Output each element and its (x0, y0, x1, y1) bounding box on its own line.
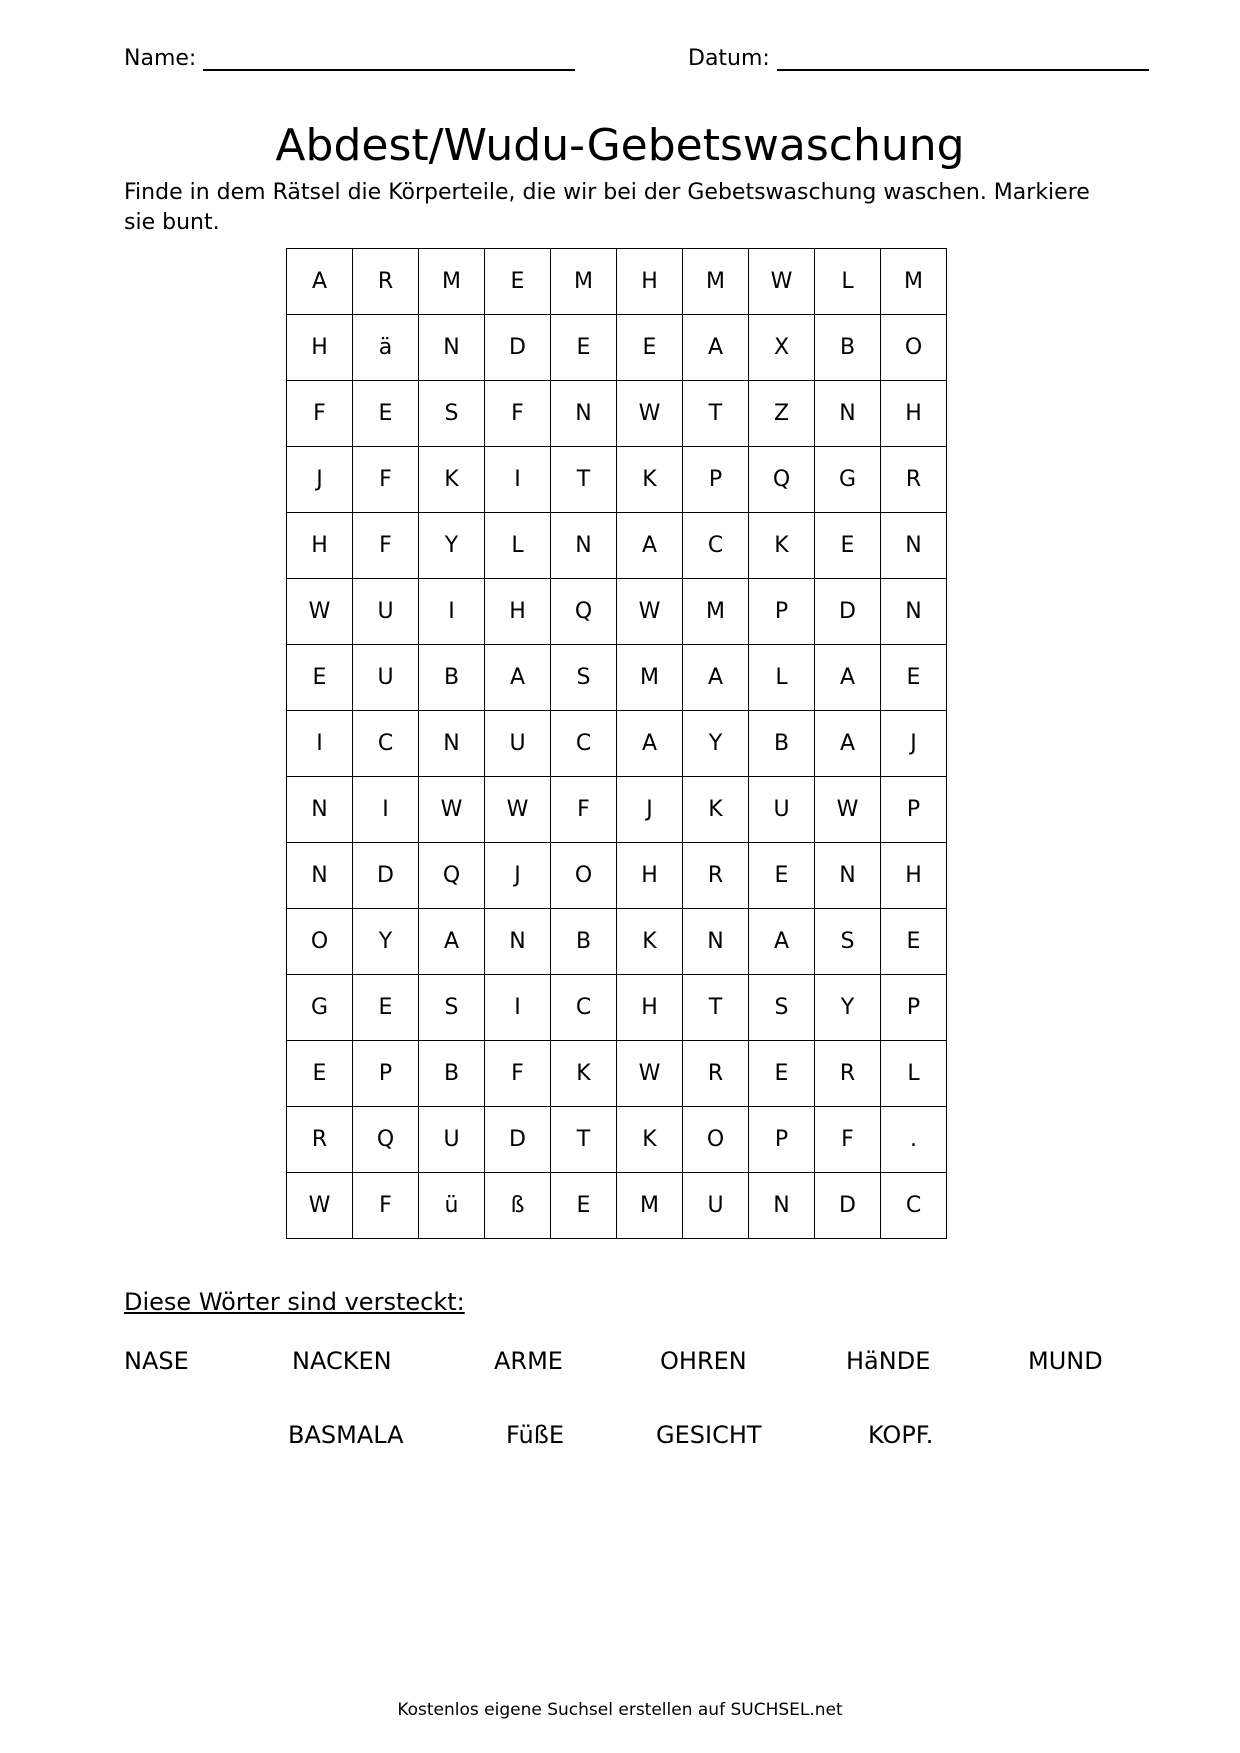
grid-cell[interactable]: Y (683, 711, 749, 777)
grid-cell[interactable]: N (551, 513, 617, 579)
grid-cell[interactable]: D (815, 1173, 881, 1239)
grid-cell[interactable]: E (353, 381, 419, 447)
grid-cell[interactable]: W (287, 579, 353, 645)
grid-cell[interactable]: J (287, 447, 353, 513)
word-item: BASMALA (288, 1421, 404, 1449)
grid-cell[interactable]: R (815, 1041, 881, 1107)
grid-cell[interactable]: S (551, 645, 617, 711)
grid-cell[interactable]: W (287, 1173, 353, 1239)
grid-row (287, 381, 947, 447)
grid-cell[interactable]: A (287, 249, 353, 315)
grid-cell[interactable]: H (881, 381, 947, 447)
grid-cell[interactable]: F (551, 777, 617, 843)
grid-cell[interactable]: I (485, 447, 551, 513)
grid-cell[interactable]: Q (419, 843, 485, 909)
grid-cell[interactable]: W (419, 777, 485, 843)
grid-cell[interactable]: I (353, 777, 419, 843)
word-item: NASE (124, 1347, 189, 1375)
grid-cell[interactable]: C (683, 513, 749, 579)
word-search-grid (286, 248, 947, 1239)
grid-cell[interactable]: P (353, 1041, 419, 1107)
grid-cell[interactable]: T (683, 975, 749, 1041)
grid-row (287, 843, 947, 909)
grid-cell[interactable]: E (287, 1041, 353, 1107)
grid-cell[interactable]: S (419, 975, 485, 1041)
grid-cell[interactable]: F (353, 1173, 419, 1239)
word-item: KOPF. (868, 1421, 934, 1449)
grid-cell[interactable]: A (749, 909, 815, 975)
grid-cell[interactable]: B (419, 1041, 485, 1107)
grid-cell[interactable]: E (551, 1173, 617, 1239)
grid-cell[interactable]: D (485, 1107, 551, 1173)
grid-cell[interactable]: K (683, 777, 749, 843)
footer-credit: Kostenlos eigene Suchsel erstellen auf SUCHSEL.net (397, 1700, 843, 1720)
grid-cell[interactable]: W (617, 381, 683, 447)
grid-cell[interactable]: N (287, 777, 353, 843)
grid-cell[interactable]: L (815, 249, 881, 315)
date-line[interactable] (777, 47, 1149, 71)
grid-cell[interactable]: U (749, 777, 815, 843)
grid-cell[interactable]: X (749, 315, 815, 381)
grid-cell[interactable]: M (551, 249, 617, 315)
word-item: GESICHT (656, 1421, 762, 1449)
grid-cell[interactable]: O (881, 315, 947, 381)
grid-cell[interactable]: O (287, 909, 353, 975)
grid-cell[interactable]: M (881, 249, 947, 315)
grid-row (287, 579, 947, 645)
word-item: NACKEN (292, 1347, 392, 1375)
grid-cell[interactable]: U (353, 645, 419, 711)
grid-cell[interactable]: ü (419, 1173, 485, 1239)
grid-cell[interactable]: M (683, 249, 749, 315)
grid-cell[interactable]: ä (353, 315, 419, 381)
grid-cell[interactable]: H (287, 315, 353, 381)
grid-cell[interactable]: K (551, 1041, 617, 1107)
grid-row (287, 975, 947, 1041)
grid-cell[interactable]: D (815, 579, 881, 645)
grid-row (287, 447, 947, 513)
grid-cell[interactable]: R (287, 1107, 353, 1173)
grid-cell[interactable]: E (881, 645, 947, 711)
grid-row (287, 645, 947, 711)
grid-cell[interactable]: M (683, 579, 749, 645)
grid-cell[interactable]: R (683, 1041, 749, 1107)
grid-cell[interactable]: G (287, 975, 353, 1041)
grid-cell[interactable]: N (419, 711, 485, 777)
grid-cell[interactable]: F (353, 513, 419, 579)
grid-cell[interactable]: ß (485, 1173, 551, 1239)
grid-cell[interactable]: N (485, 909, 551, 975)
grid-cell[interactable]: I (287, 711, 353, 777)
grid-cell[interactable]: U (683, 1173, 749, 1239)
grid-cell[interactable]: M (617, 645, 683, 711)
grid-row (287, 1173, 947, 1239)
grid-cell[interactable]: Y (353, 909, 419, 975)
grid-cell[interactable]: A (419, 909, 485, 975)
grid-cell[interactable]: W (485, 777, 551, 843)
grid-cell[interactable]: E (749, 1041, 815, 1107)
grid-cell[interactable]: B (419, 645, 485, 711)
grid-cell[interactable]: E (287, 645, 353, 711)
grid-row (287, 909, 947, 975)
grid-cell[interactable]: A (683, 315, 749, 381)
word-item: MUND (1028, 1347, 1103, 1375)
grid-row (287, 711, 947, 777)
grid-cell[interactable]: E (551, 315, 617, 381)
grid-cell[interactable]: J (881, 711, 947, 777)
grid-cell[interactable]: E (749, 843, 815, 909)
grid-cell[interactable]: L (485, 513, 551, 579)
grid-cell[interactable]: K (617, 447, 683, 513)
grid-cell[interactable]: G (815, 447, 881, 513)
grid-cell[interactable]: R (683, 843, 749, 909)
grid-cell[interactable]: N (815, 381, 881, 447)
grid-cell[interactable]: C (353, 711, 419, 777)
grid-cell[interactable]: E (353, 975, 419, 1041)
word-item: ARME (494, 1347, 563, 1375)
grid-cell[interactable]: W (617, 579, 683, 645)
grid-cell[interactable]: Q (551, 579, 617, 645)
grid-cell[interactable]: M (617, 1173, 683, 1239)
grid-cell[interactable]: Q (749, 447, 815, 513)
grid-cell[interactable]: M (419, 249, 485, 315)
grid-cell[interactable]: E (485, 249, 551, 315)
grid-cell[interactable]: O (683, 1107, 749, 1173)
grid-cell[interactable]: N (815, 843, 881, 909)
grid-cell[interactable]: S (749, 975, 815, 1041)
grid-cell[interactable]: P (749, 579, 815, 645)
grid-cell[interactable]: K (617, 909, 683, 975)
word-item: OHREN (660, 1347, 747, 1375)
grid-cell[interactable]: F (287, 381, 353, 447)
grid-cell[interactable]: P (881, 975, 947, 1041)
grid-cell[interactable]: A (815, 711, 881, 777)
grid-cell[interactable]: J (617, 777, 683, 843)
grid-cell[interactable]: I (419, 579, 485, 645)
grid-row (287, 1041, 947, 1107)
grid-cell[interactable]: C (881, 1173, 947, 1239)
grid-cell[interactable]: H (617, 843, 683, 909)
grid-cell[interactable]: D (353, 843, 419, 909)
grid-cell[interactable]: T (683, 381, 749, 447)
grid-cell[interactable]: T (551, 447, 617, 513)
grid-cell[interactable]: T (551, 1107, 617, 1173)
grid-cell[interactable]: A (683, 645, 749, 711)
grid-cell[interactable]: C (551, 711, 617, 777)
grid-cell[interactable]: L (881, 1041, 947, 1107)
grid-cell[interactable]: Y (419, 513, 485, 579)
grid-cell[interactable]: U (419, 1107, 485, 1173)
grid-cell[interactable]: B (749, 711, 815, 777)
grid-cell[interactable]: W (815, 777, 881, 843)
grid-cell[interactable]: N (683, 909, 749, 975)
grid-cell[interactable]: D (485, 315, 551, 381)
grid-cell[interactable]: W (617, 1041, 683, 1107)
grid-cell[interactable]: P (683, 447, 749, 513)
grid-cell[interactable]: H (617, 975, 683, 1041)
grid-cell[interactable]: S (815, 909, 881, 975)
grid-cell[interactable]: E (881, 909, 947, 975)
grid-cell[interactable]: Z (749, 381, 815, 447)
grid-cell[interactable]: P (881, 777, 947, 843)
grid-cell[interactable]: F (815, 1107, 881, 1173)
grid-cell[interactable]: N (749, 1173, 815, 1239)
grid-cell[interactable]: U (353, 579, 419, 645)
grid-cell[interactable]: E (617, 315, 683, 381)
grid-cell[interactable]: R (881, 447, 947, 513)
instructions: Finde in dem Rätsel die Körperteile, die wir bei der Gebetswaschung waschen. Markiere sie bunt. (124, 180, 1090, 235)
grid-cell[interactable]: S (419, 381, 485, 447)
grid-cell[interactable]: N (419, 315, 485, 381)
grid-cell[interactable]: I (485, 975, 551, 1041)
grid-cell[interactable]: K (419, 447, 485, 513)
grid-cell[interactable]: H (485, 579, 551, 645)
grid-cell[interactable]: H (881, 843, 947, 909)
grid-cell[interactable]: A (617, 711, 683, 777)
grid-cell[interactable]: N (287, 843, 353, 909)
name-label: Name: (124, 46, 197, 71)
grid-cell[interactable]: K (617, 1107, 683, 1173)
grid-cell[interactable]: R (353, 249, 419, 315)
grid-cell[interactable]: Y (815, 975, 881, 1041)
words-heading: Diese Wörter sind versteckt: (124, 1288, 465, 1316)
grid-cell[interactable]: P (749, 1107, 815, 1173)
grid-cell[interactable]: F (485, 1041, 551, 1107)
grid-cell[interactable]: W (749, 249, 815, 315)
date-label: Datum: (688, 46, 770, 71)
grid-row (287, 513, 947, 579)
grid-cell[interactable]: C (551, 975, 617, 1041)
grid-cell[interactable]: B (815, 315, 881, 381)
grid-cell[interactable]: N (551, 381, 617, 447)
grid-cell[interactable]: N (881, 513, 947, 579)
page-title: Abdest/Wudu-Gebetswaschung (275, 120, 965, 171)
grid-cell[interactable]: . (881, 1107, 947, 1173)
grid-row (287, 1107, 947, 1173)
name-field[interactable] (124, 46, 575, 71)
grid-row (287, 777, 947, 843)
grid-cell[interactable]: A (815, 645, 881, 711)
grid-cell[interactable]: F (485, 381, 551, 447)
name-line[interactable] (203, 47, 575, 71)
grid-cell[interactable]: A (617, 513, 683, 579)
grid-cell[interactable]: F (353, 447, 419, 513)
grid-row (287, 249, 947, 315)
grid-cell[interactable]: H (287, 513, 353, 579)
grid-cell[interactable]: J (485, 843, 551, 909)
grid-row (287, 315, 947, 381)
grid-cell[interactable]: L (749, 645, 815, 711)
word-item: HäNDE (846, 1347, 931, 1375)
grid-cell[interactable]: U (485, 711, 551, 777)
grid-cell[interactable]: H (617, 249, 683, 315)
word-item: FüßE (506, 1421, 564, 1449)
grid-cell[interactable]: B (551, 909, 617, 975)
grid-cell[interactable]: K (749, 513, 815, 579)
grid-cell[interactable]: Q (353, 1107, 419, 1173)
grid-cell[interactable]: A (485, 645, 551, 711)
grid-cell[interactable]: O (551, 843, 617, 909)
grid-cell[interactable]: N (881, 579, 947, 645)
date-field[interactable] (688, 46, 1149, 71)
grid-cell[interactable]: E (815, 513, 881, 579)
